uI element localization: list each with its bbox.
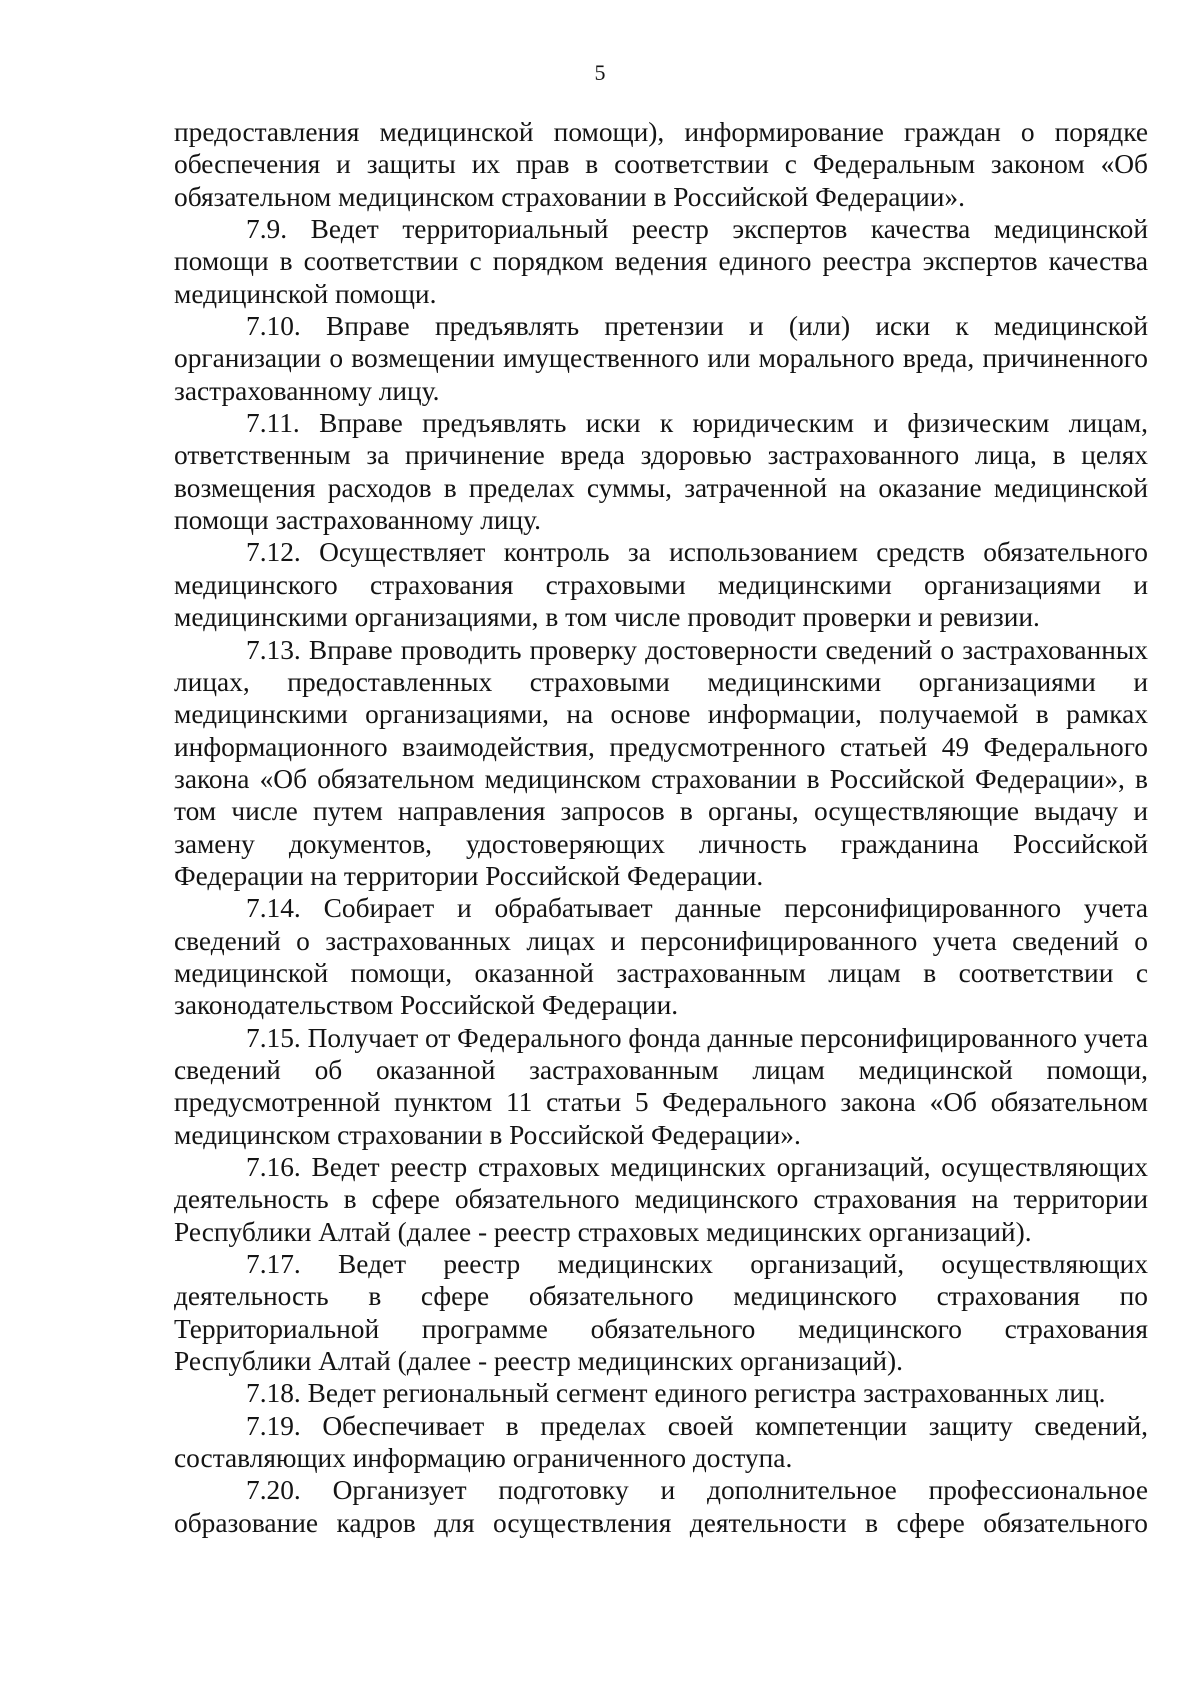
paragraph-7-15: 7.15. Получает от Федерального фонда данные персонифицированного учета сведений об оказанной застрахованным лицам медицинской помощи, предусмотренной пунктом 11 статьи 5 Федерального закона «Об обязательном медицинском страховании в Российской Федерации». <box>174 1022 1148 1150</box>
page-number: 5 <box>594 60 606 85</box>
paragraph-7-10: 7.10. Вправе предъявлять претензии и (или) иски к медицинской организации о возмещении имущественного или морального вреда, причиненного застрахованному лицу. <box>174 311 1148 406</box>
paragraph-7-16: 7.16. Ведет реестр страховых медицинских организаций, осуществляющих деятельность в сфере обязательного медицинского страхования на территории Республики Алтай (далее - реестр страховых медицинских организаций). <box>174 1152 1148 1247</box>
paragraph-7-12: 7.12. Осуществляет контроль за использованием средств обязательного медицинского страхования страховыми медицинскими организациями и медицинскими организациями, в том числе проводит проверки и ревизии. <box>174 537 1148 633</box>
paragraph-7-17: 7.17. Ведет реестр медицинских организаций, осуществляющих деятельность в сфере обязательного медицинского страхования по Территориальной программе обязательного медицинского страхования Республики Алтай (далее - реестр медицинских организаций). <box>174 1249 1148 1377</box>
paragraph-7-19: 7.19. Обеспечивает в пределах своей компетенции защиту сведений, составляющих информацию ограниченного доступа. <box>174 1410 1148 1474</box>
paragraph-7-14: 7.14. Собирает и обрабатывает данные персонифицированного учета сведений о застрахованных лицах и персонифицированного учета сведений о медицинской помощи, оказанной застрахованным лицам в соответствии с законодательством Российской Федерации. <box>174 893 1148 1021</box>
paragraph-7-18: 7.18. Ведет региональный сегмент единого регистра застрахованных лиц. <box>246 1378 1106 1409</box>
paragraph-7-20: 7.20. Организует подготовку и дополнительное профессиональное образование кадров для осуществления деятельности в сфере обязательного <box>174 1475 1148 1538</box>
document-body <box>174 116 1148 1539</box>
paragraph-continuation: предоставления медицинской помощи), информирование граждан о порядке обеспечения и защиты их прав в соответствии с Федеральным законом «Об обязательном медицинском страховании в Российской Федерации». <box>174 117 1148 212</box>
paragraph-7-9: 7.9. Ведет территориальный реестр экспертов качества медицинской помощи в соответствии с порядком ведения единого реестра экспертов качества медицинской помощи. <box>174 214 1148 309</box>
paragraph-7-11: 7.11. Вправе предъявлять иски к юридическим и физическим лицам, ответственным за причинение вреда здоровью застрахованного лица, в целях возмещения расходов в пределах суммы, затраченной на оказание медицинской помощи застрахованному лицу. <box>174 408 1148 536</box>
paragraph-7-13: 7.13. Вправе проводить проверку достоверности сведений о застрахованных лицах, предоставленных страховыми медицинскими организациями и медицинскими организациями, на основе информации, получаемой в рамках информационного взаимодействия, предусмотренного статьей 49 Федерального закона «Об обязательном медицинском страховании в Российской Федерации», в том числе путем направления запросов в органы, осуществляющие выдачу и замену документов, удостоверяющих личность гражданина Российской Федерации на территории Российской Федерации. <box>174 634 1148 891</box>
